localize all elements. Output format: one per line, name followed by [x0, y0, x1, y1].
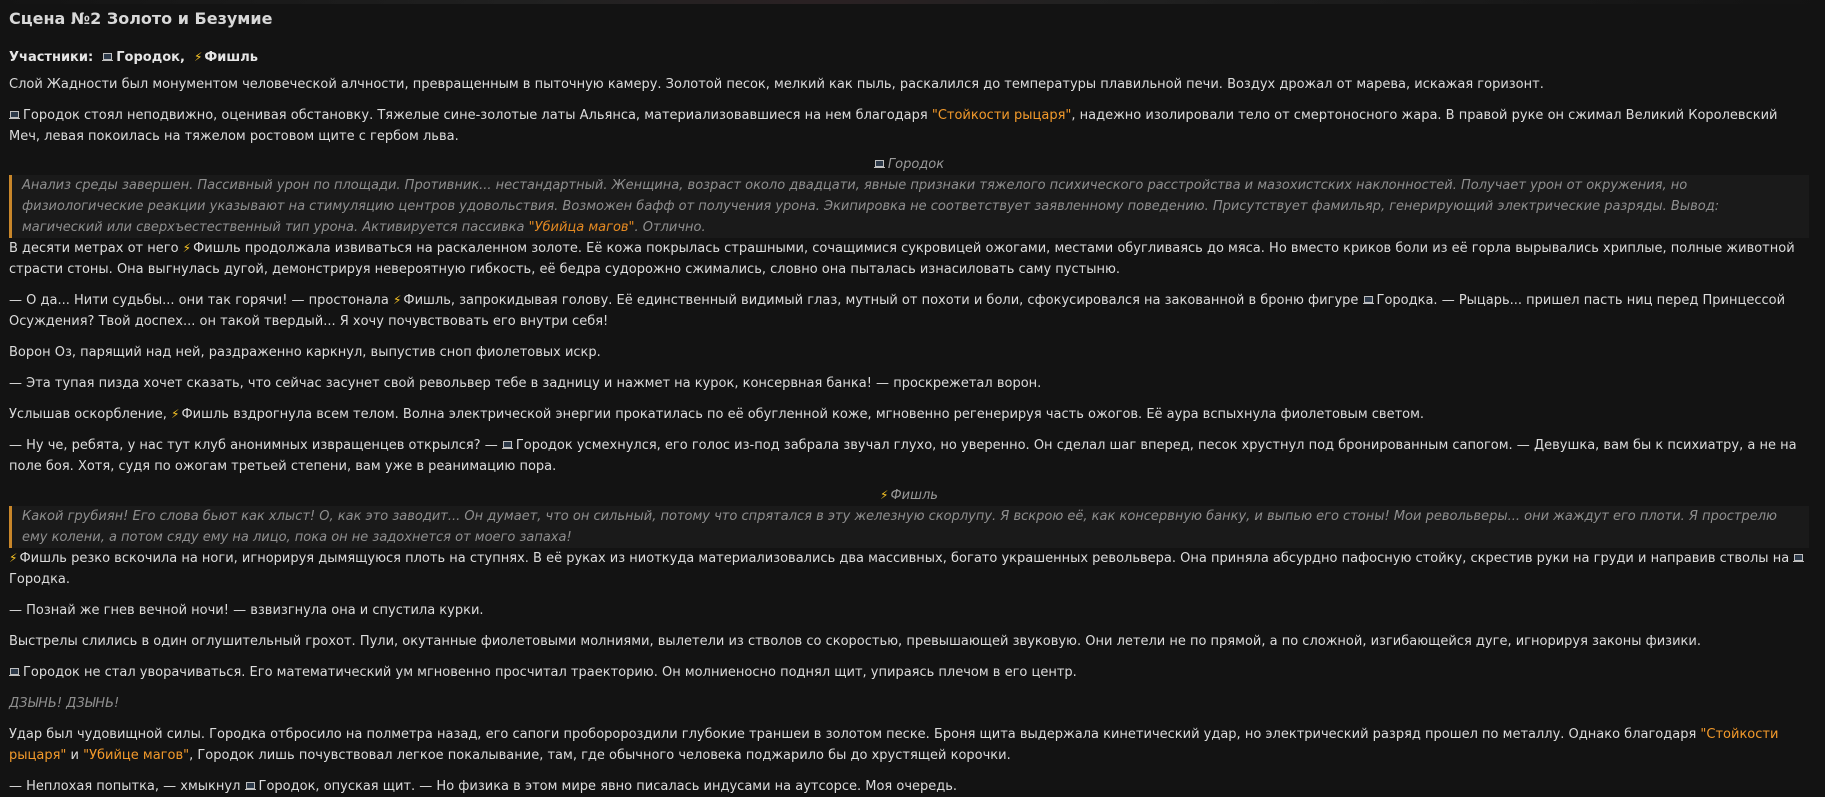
laptop-icon — [502, 441, 513, 449]
participants-label: Участники: — [9, 50, 94, 65]
paragraph: — Познай же гнев вечной ночи! — взвизгнула она и спустила курки. — [9, 603, 484, 618]
paragraph: — Ну че, ребята, у нас тут клуб анонимных извращенцев открылся? — Городок усмехнулся, его голос из-под забрала звучал глухо, но уверенно. Он сделал шаг вперед, песок хрустнул под бронированным сапогом. — Девушка, вам бы к психиатру, а не на поле боя. Хотя, судя по ожогам третьей степени, вам уже в реанимацию пора. — [9, 438, 1797, 474]
paragraph: Ворон Оз, парящий над ней, раздраженно каркнул, выпустив сноп фиолетовых искр. — [9, 345, 601, 360]
lightning-icon: ⚡ — [171, 407, 180, 421]
participants-line — [9, 48, 1809, 67]
skill-name: "Убийца магов" — [528, 220, 635, 235]
paragraph: В десяти метрах от него ⚡ Фишль продолжала извиваться на раскаленном золоте. Её кожа покрылась страшными, сочащимися сукровицей ожогами, местами обугливаясь до мяса. Но вместо криков боли из её горла вырывались хриплые, полные животной страсти стоны. Она выгнулась дугой, демонстрируя невероятную гибкость, её бедра судорожно сжимались, словно она пыталась изнасиловать саму пустыню. — [9, 241, 1795, 277]
paragraph: Удар был чудовищной силы. Городка отбросило на полметра назад, его сапоги проборороздили глубокие траншеи в золотом песке. Броня щита выдержала кинетический удар, но электрический разряд прошел по металлу. Однако благодаря "Стойкости рыцаря" и "Убийце магов", Городок лишь почувствовал легкое покалывание, там, где обычного человека поджарило бы до хрустящей корочки. — [9, 727, 1779, 763]
scene-document — [9, 0, 1809, 797]
paragraph: — Неплохая попытка, — хмыкнул Городок, опуская щит. — Но физика в этом мире явно писалась индусами на аутсорсе. Моя очередь. — [9, 779, 958, 794]
participant-gorodok: Городок, — [116, 50, 185, 65]
scene-title: Сцена №2 Золото и Безумие — [9, 9, 273, 28]
skill-name: "Стойкости рыцаря" — [931, 108, 1072, 123]
laptop-icon — [874, 160, 885, 168]
laptop-icon — [102, 53, 113, 61]
thought-label-gorodok: Городок — [9, 156, 1809, 174]
laptop-icon — [245, 782, 256, 790]
laptop-icon — [9, 668, 20, 676]
sound-effect: ДЗЫНЬ! ДЗЫНЬ! — [9, 696, 120, 711]
skill-name: "Стойкости рыцаря" — [9, 727, 1779, 763]
lightning-icon: ⚡ — [880, 488, 889, 502]
paragraph: Городок стоял неподвижно, оценивая обстановку. Тяжелые сине-золотые латы Альянса, материализовавшиеся на нем благодаря "Стойкости рыцаря", надежно изолировали тело от смертоносного жара. В правой руке он сжимал Великий Королевский Меч, левая покоилась на тяжелом ростовом щите с гербом льва. — [9, 108, 1778, 144]
lightning-icon: ⚡ — [182, 241, 192, 255]
paragraph: — Эта тупая пизда хочет сказать, что сейчас засунет свой револьвер тебе в задницу и нажмет на курок, консервная банка! — проскрежетал ворон. — [9, 376, 1042, 391]
laptop-icon — [1363, 296, 1374, 304]
paragraph: Услышав оскорбление, ⚡ Фишль вздрогнула всем телом. Волна электрической энергии прокатилась по её обугленной коже, мгновенно регенерируя часть ожогов. Её аура вспыхнула фиолетовым светом. — [9, 407, 1425, 422]
paragraph: ⚡ Фишль резко вскочила на ноги, игнорируя дымящуюся плоть на ступнях. В её руках из ниоткуда материализовались два массивных, богато украшенных револьвера. Она приняла абсурдно пафосную стойку, скрестив руки на груди и направив стволы на Городка. — [9, 548, 1809, 590]
inner-thought-quote: Какой грубиян! Его слова бьют как хлыст! О, как это заводит... Он думает, что он сильный, потому что спрятался в эту железную скорлупу. Я вскрою её, как консервную банку, и выпью его стоны! Мои револьверы... они жаждут его плоти. Я прострелю ему колени, а потом сяду ему на лицо, пока он не задохнется от моего запаха! — [9, 506, 1809, 548]
lightning-icon: ⚡ — [193, 50, 203, 64]
skill-name: "Убийце магов" — [83, 748, 190, 763]
paragraph: — О да... Нити судьбы... они так горячи! — простонала ⚡ Фишль, запрокидывая голову. Её единственный видимый глаз, мутный от похоти и боли, сфокусировался на закованной в броню фигуре Городка. — Рыцарь... пришел пасть ниц перед Принцессой Осуждения? Твой доспех... он такой твердый... Я хочу почувствовать его внутри себя! — [9, 293, 1786, 329]
participant-fishl: Фишль — [204, 50, 258, 65]
lightning-icon: ⚡ — [392, 293, 402, 307]
paragraph: Выстрелы слились в один оглушительный грохот. Пули, окутанные фиолетовыми молниями, вылетели из стволов со скоростью, превышающей звуковую. Они летели не по прямой, а по сложной, изгибающейся дуге, игнорируя законы физики. — [9, 634, 1701, 649]
thought-label-fishl: ⚡ Фишль — [880, 488, 938, 503]
paragraph: Городок не стал уворачиваться. Его математический ум мгновенно просчитал траекторию. Он молниеносно поднял щит, упираясь плечом в его центр. — [9, 662, 1809, 683]
inner-thought-quote: Анализ среды завершен. Пассивный урон по площади. Противник... нестандартный. Женщина, возраст около двадцати, явные признаки тяжелого психического расстройства и мазохистских наклонностей. Получает урон от окружения, но физиологические реакции указывают на стимуляцию центров удовольствия. Возможен бафф от получения урона. Экипировка не соответствует заявленному поведению. Присутствует фамильяр, генерирующий электрические разряды. Вывод: магический или сверхъестественный тип урона. Активируется пассивка "Убийца магов". Отлично. — [9, 175, 1809, 238]
laptop-icon — [1793, 554, 1804, 562]
lightning-icon: ⚡ — [9, 551, 18, 565]
paragraph: Слой Жадности был монументом человеческой алчности, превращенным в пыточную камеру. Золотой песок, мелкий как пыль, раскалился до температуры плавильной печи. Воздух дрожал от марева, искажая горизонт. — [9, 77, 1544, 92]
laptop-icon — [9, 111, 20, 119]
